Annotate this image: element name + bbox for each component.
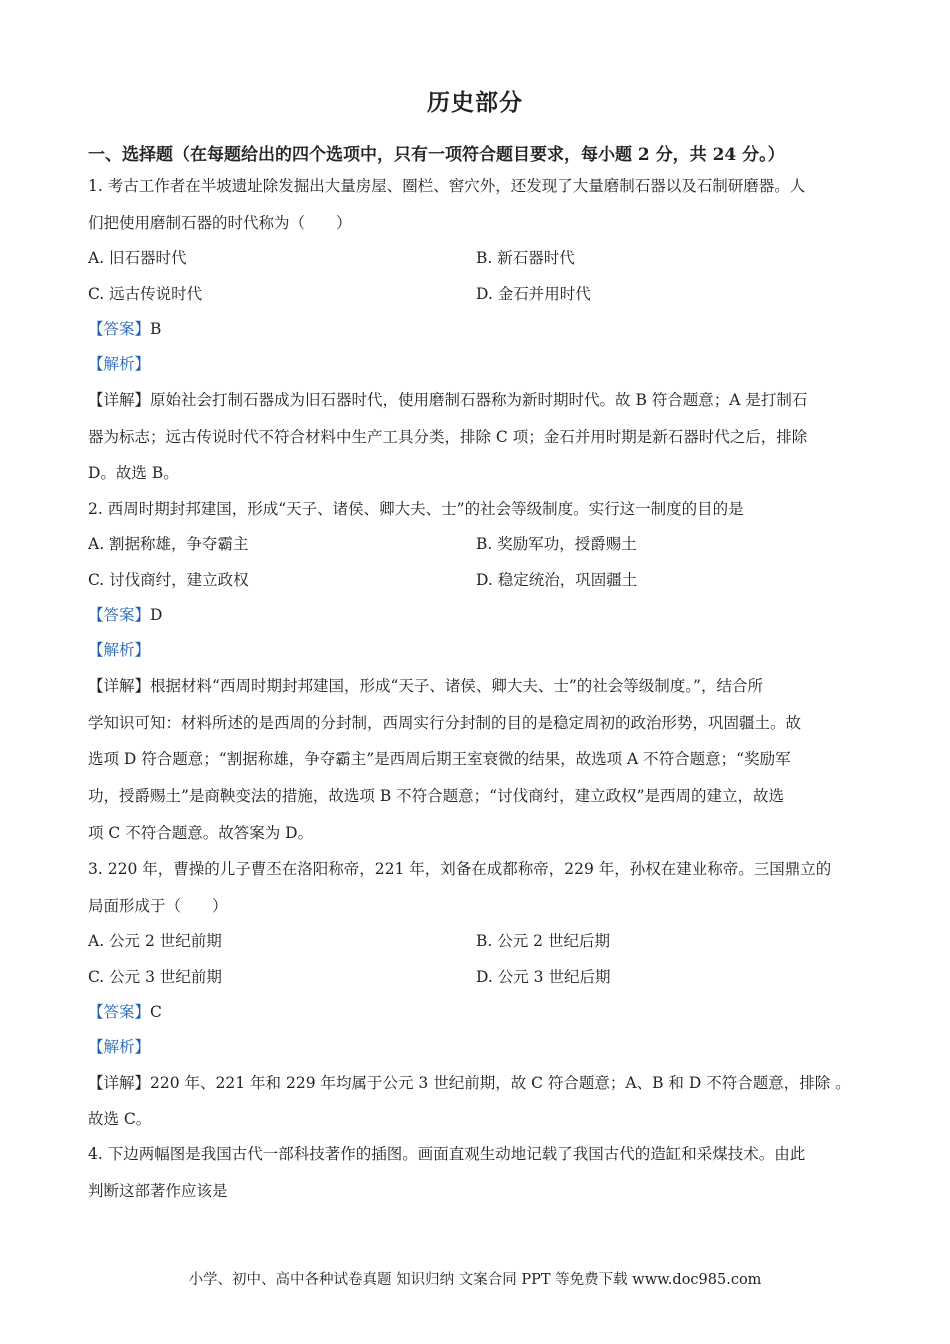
q2-option-c: C. 讨伐商纣，建立政权 [88, 571, 249, 589]
page-footer: 小学、初中、高中各种试卷真题 知识归纳 文案合同 PPT 等免费下载 www.doc985.com [188, 1272, 762, 1288]
q2-detail-line-4: 功，授爵赐土”是商鞅变法的措施，故选项 B 不符合题意；“讨伐商纣，建立政权”是西周的建立，故选 [88, 787, 785, 805]
q2-detail-line-2: 学知识可知：材料所述的是西周的分封制，西周实行分封制的目的是稳定周初的政治形势，巩固疆土。故 [88, 714, 802, 732]
q3-detail-line-1 [88, 1072, 868, 1094]
q2-detail-line-5: 项 C 不符合题意。故答案为 D。 [88, 824, 314, 842]
q3-answer [88, 1001, 868, 1023]
q2-option-b: B. 奖励军功，授爵赐土 [476, 535, 637, 553]
q1-option-c: C. 远古传说时代 [88, 285, 203, 303]
q2-option-d: D. 稳定统治，巩固疆土 [476, 571, 638, 589]
q2-detail-line-1 [88, 675, 868, 697]
section-heading: 一、选择题（在每题给出的四个选项中，只有一项符合题目要求，每小题 2 分，共 24 分。） [88, 145, 785, 165]
q1-detail-line-3: D。故选 B。 [88, 464, 179, 482]
page-title: 历史部分 [427, 89, 523, 116]
q3-option-c: C. 公元 3 世纪前期 [88, 968, 222, 986]
q1-detail-line-2: 器为标志；远古传说时代不符合材料中生产工具分类，排除 C 项；金石并用时期是新石器时代之后，排除 [88, 428, 808, 446]
q1-detail-line-1 [88, 389, 868, 411]
detail-label: 【详解】 [88, 1074, 151, 1092]
detail-label: 【详解】 [88, 677, 151, 695]
q3-option-d: D. 公元 3 世纪后期 [476, 968, 611, 986]
q2-answer-value: D [150, 606, 163, 624]
q3-option-a: A. 公元 2 世纪前期 [88, 932, 222, 950]
q1-analysis [88, 353, 868, 375]
q1-option-b: B. 新石器时代 [476, 249, 575, 267]
q2-option-a: A. 割据称雄，争夺霸主 [88, 535, 249, 553]
q2-answer [88, 604, 868, 626]
q1-detail-text-1: 原始社会打制石器成为旧石器时代，使用磨制石器称为新时期时代。故 B 符合题意；A 是打制石 [150, 391, 808, 409]
q4-stem-line-1: 4. 下边两幅图是我国古代一部科技著作的插图。画面直观生动地记载了我国古代的造缸和采煤技术。由此 [88, 1145, 806, 1163]
q1-option-a: A. 旧石器时代 [88, 249, 187, 267]
q3-answer-value: C [150, 1003, 162, 1021]
detail-label: 【详解】 [88, 391, 151, 409]
analysis-label: 【解析】 [88, 1038, 151, 1056]
q3-analysis [88, 1036, 868, 1058]
q2-analysis [88, 639, 868, 661]
q1-option-d: D. 金石并用时代 [476, 285, 591, 303]
q1-answer [88, 318, 868, 340]
q1-stem-line-1: 1. 考古工作者在半坡遗址除发掘出大量房屋、圈栏、窖穴外，还发现了大量磨制石器以及石制研磨器。人 [88, 177, 806, 195]
q1-stem-line-2: 们把使用磨制石器的时代称为（ ） [88, 214, 352, 232]
q2-detail-text-1: 根据材料“西周时期封邦建国，形成“天子、诸侯、卿大夫、士”的社会等级制度。”，结合所 [150, 677, 763, 695]
answer-label: 【答案】 [88, 320, 151, 338]
q2-stem-line-1: 2. 西周时期封邦建国，形成“天子、诸侯、卿大夫、士”的社会等级制度。实行这一制度的目的是 [88, 500, 744, 518]
q1-answer-value: B [150, 320, 162, 338]
answer-label: 【答案】 [88, 606, 151, 624]
analysis-label: 【解析】 [88, 355, 151, 373]
answer-label: 【答案】 [88, 1003, 151, 1021]
q3-stem-line-2: 局面形成于（ ） [88, 897, 228, 915]
q4-stem-line-2: 判断这部著作应该是 [88, 1182, 228, 1200]
q3-option-b: B. 公元 2 世纪后期 [476, 932, 610, 950]
q3-detail-line-2: 故选 C。 [88, 1110, 152, 1128]
q3-stem-line-1: 3. 220 年，曹操的儿子曹丕在洛阳称帝，221 年，刘备在成都称帝，229 年，孙权在建业称帝。三国鼎立的 [88, 860, 832, 878]
analysis-label: 【解析】 [88, 641, 151, 659]
q2-detail-line-3: 选项 D 符合题意；“割据称雄，争夺霸主”是西周后期王室衰微的结果，故选项 A 不符合题意；“奖励军 [88, 750, 791, 768]
q3-detail-text-1: 220 年、221 年和 229 年均属于公元 3 世纪前期，故 C 符合题意；A、B 和 D 不符合题意，排除 。 [150, 1074, 851, 1092]
